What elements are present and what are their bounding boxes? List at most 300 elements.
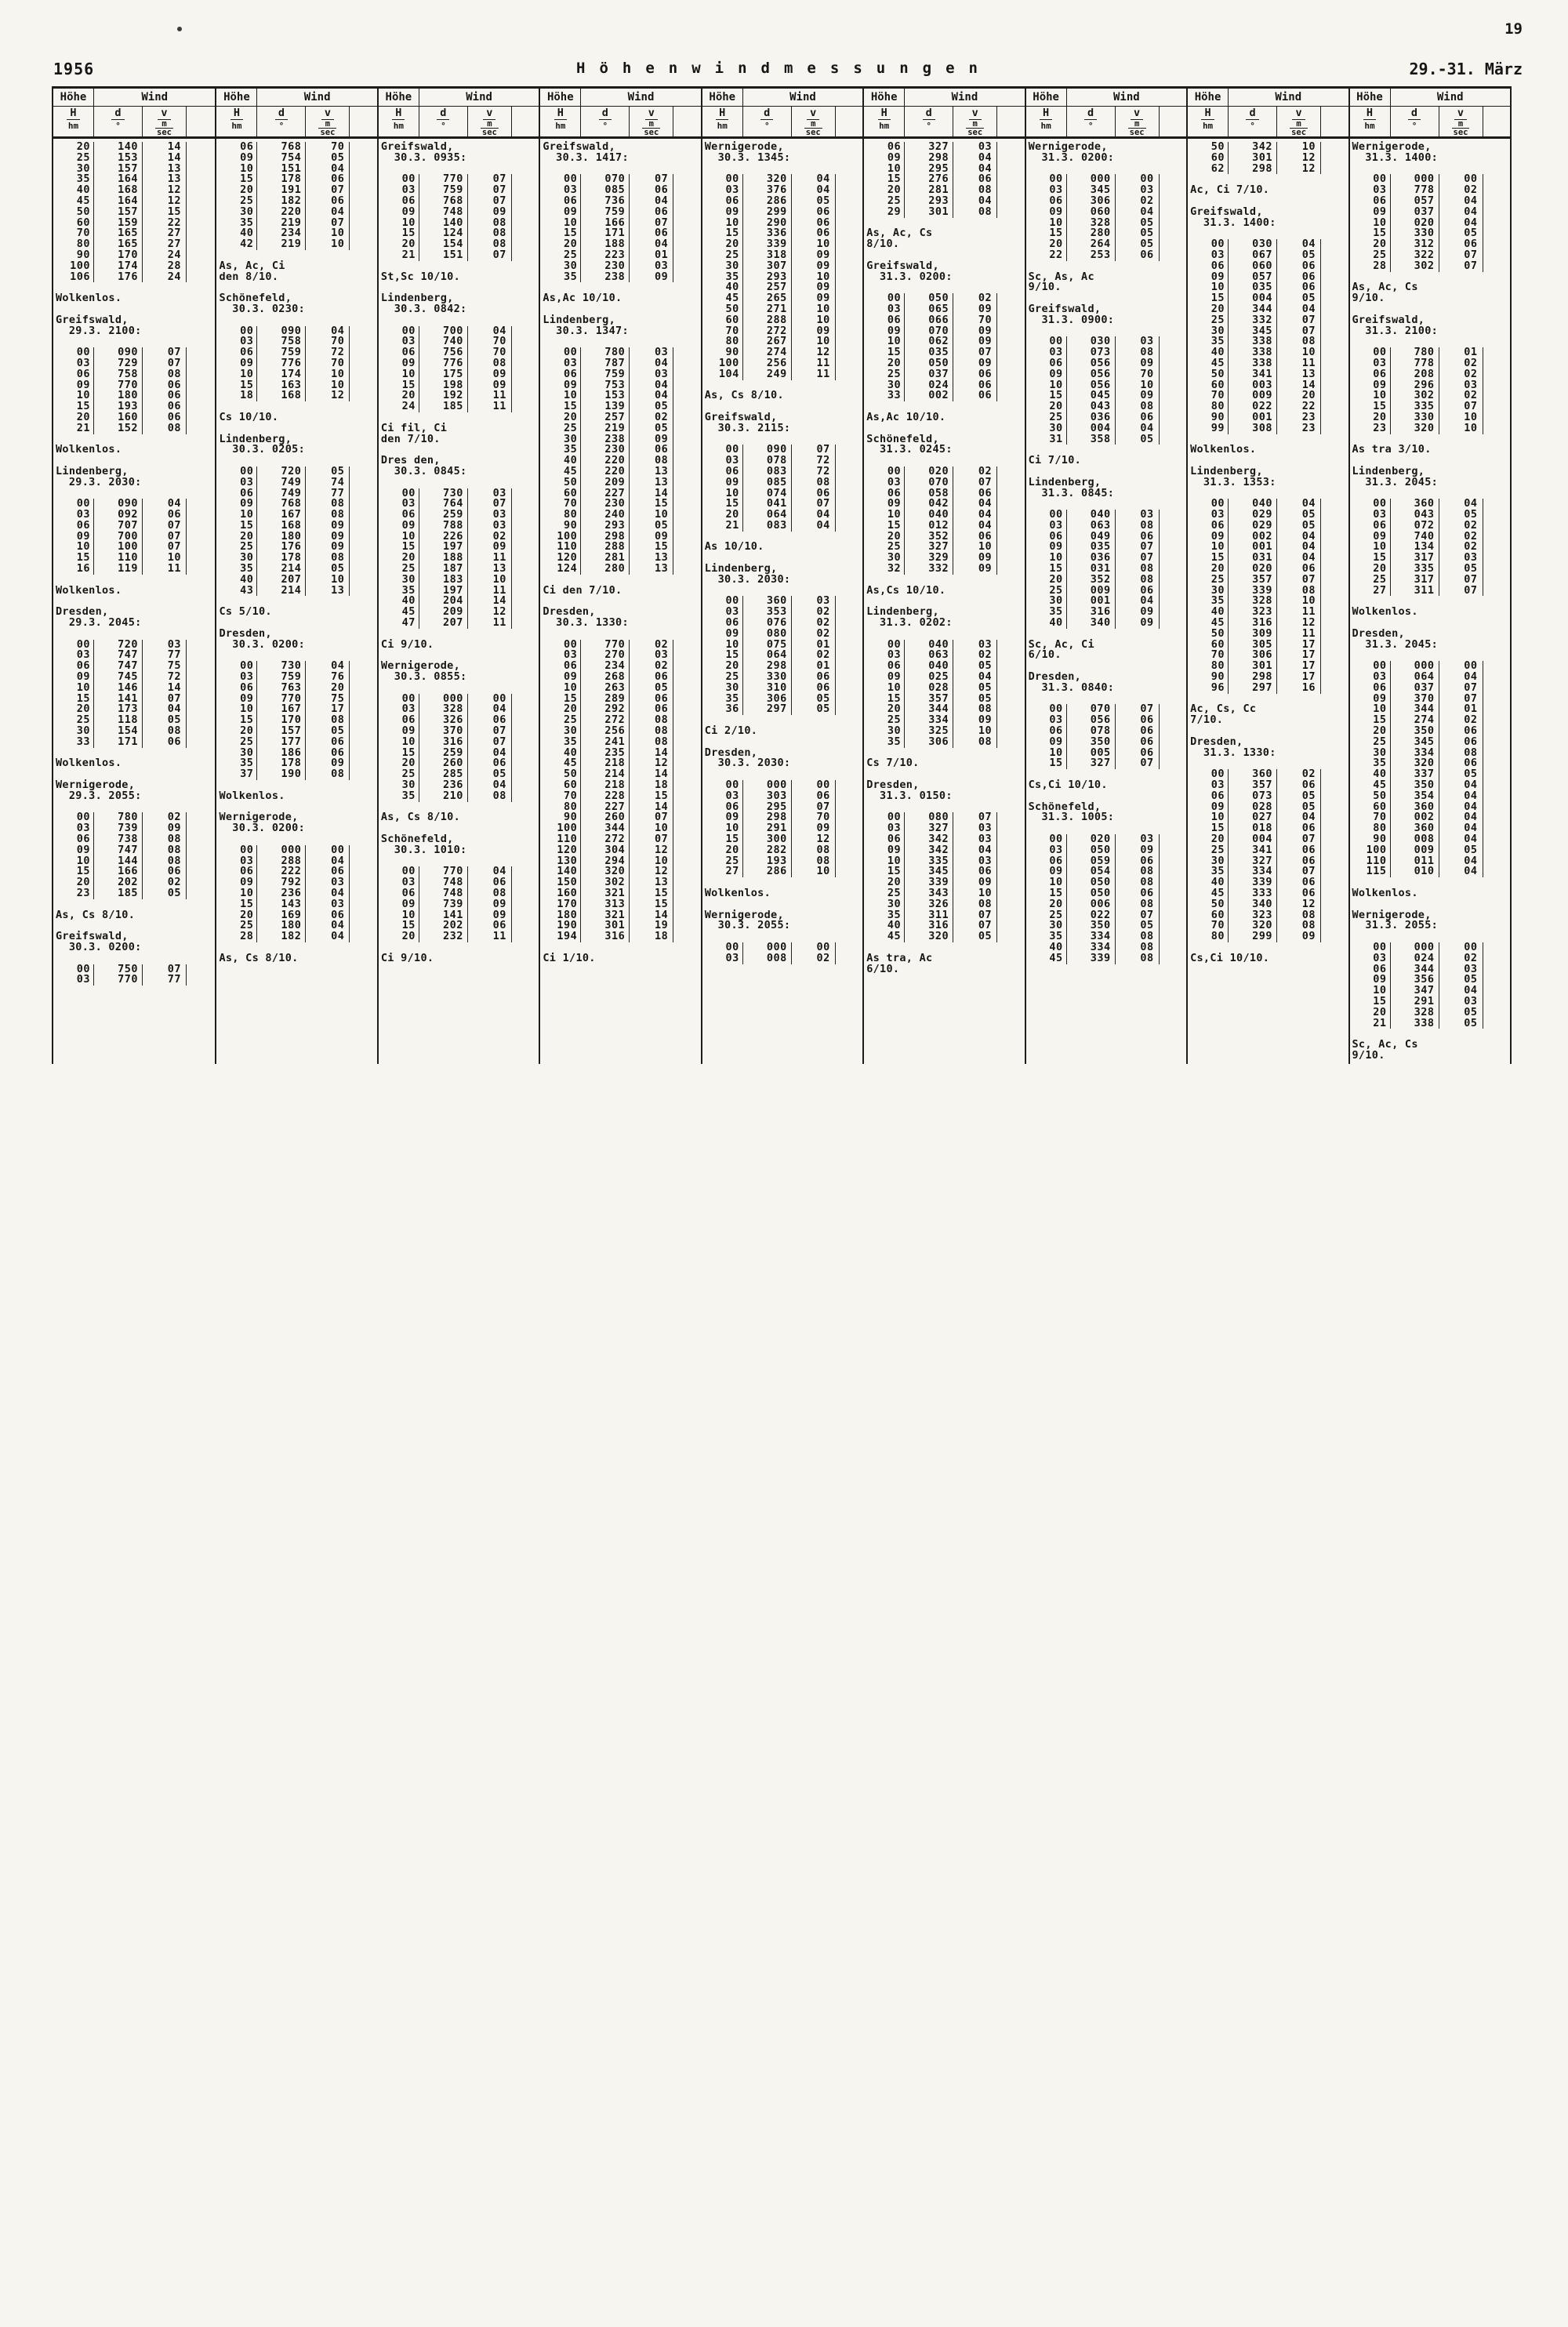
direction-value: 006 <box>1067 899 1116 910</box>
direction-value: 288 <box>257 856 306 867</box>
direction-value: 210 <box>419 791 468 802</box>
height-value: 100 <box>702 358 743 369</box>
direction-value: 335 <box>905 856 953 867</box>
height-value: 06 <box>379 347 419 358</box>
direction-value: 763 <box>257 683 306 694</box>
height-value: 09 <box>379 207 419 218</box>
direction-value: 060 <box>1067 207 1116 218</box>
height-value: 30 <box>540 434 581 445</box>
height-value: 03 <box>864 304 905 315</box>
height-value: 25 <box>540 250 581 261</box>
height-value: 115 <box>1350 866 1391 877</box>
height-value: 20 <box>1188 304 1229 315</box>
measurement-row <box>53 564 215 575</box>
direction-value: 043 <box>1067 401 1116 412</box>
height-value: 28 <box>216 931 257 942</box>
direction-value: 740 <box>1391 532 1439 543</box>
height-value: 03 <box>1350 953 1391 964</box>
speed-value: 04 <box>953 164 997 175</box>
ink-speck <box>177 27 182 31</box>
speed-value: 72 <box>143 672 187 683</box>
direction-value: 140 <box>419 218 468 229</box>
speed-value: 08 <box>1116 877 1160 888</box>
height-value: 15 <box>53 401 94 412</box>
direction-value: 352 <box>1067 575 1116 586</box>
speed-value: 03 <box>953 834 997 845</box>
direction-value: 776 <box>257 358 306 369</box>
direction-value: 050 <box>1067 845 1116 856</box>
speed-value: 07 <box>468 174 512 185</box>
direction-value: 035 <box>1229 282 1277 293</box>
direction-value: 193 <box>94 401 143 412</box>
direction-value: 323 <box>1229 910 1277 921</box>
speed-value: 08 <box>630 456 673 466</box>
height-value: 90 <box>1188 672 1229 683</box>
direction-value: 340 <box>1229 899 1277 910</box>
speed-value: 06 <box>953 369 997 380</box>
v-symbol: v <box>645 107 658 120</box>
height-value: 15 <box>702 228 743 239</box>
direction-value: 303 <box>743 791 792 802</box>
height-value: 03 <box>1026 347 1067 358</box>
speed-value: 07 <box>1116 704 1160 715</box>
direction-value: 295 <box>743 802 792 813</box>
speed-value: 15 <box>630 791 673 802</box>
height-value: 29 <box>864 207 905 218</box>
height-value: 25 <box>53 153 94 164</box>
speed-value: 05 <box>792 704 836 715</box>
station-text: 31.3. 2055: <box>1352 919 1439 932</box>
speed-value: 09 <box>953 877 997 888</box>
speed-value: 09 <box>953 715 997 726</box>
height-value: 22 <box>1026 250 1067 261</box>
speed-value: 04 <box>1439 780 1483 791</box>
speed-value: 10 <box>1439 412 1483 423</box>
height-value: 20 <box>702 845 743 856</box>
direction-value: 186 <box>257 748 306 759</box>
speed-value: 07 <box>953 347 997 358</box>
degree-unit: ° <box>764 121 770 131</box>
v-symbol: v <box>158 107 170 120</box>
direction-value: 176 <box>257 542 306 553</box>
station-text: Greifswald, <box>380 140 454 153</box>
speed-value: 07 <box>1439 694 1483 705</box>
station-text: Cs 10/10. <box>219 410 279 423</box>
station-text: As tra 3/10. <box>1352 443 1432 456</box>
speed-value: 04 <box>306 888 350 899</box>
speed-value: 02 <box>953 650 997 661</box>
direction-value: 067 <box>1229 250 1277 261</box>
direction-value: 152 <box>94 423 143 434</box>
height-value: 00 <box>53 499 94 510</box>
direction-value: 293 <box>581 521 630 532</box>
speed-value: 11 <box>468 401 512 412</box>
table-column <box>1186 89 1348 1064</box>
height-value: 25 <box>864 715 905 726</box>
speed-value: 14 <box>630 802 673 813</box>
speed-value: 02 <box>953 293 997 304</box>
speed-value: 00 <box>468 694 512 705</box>
direction-value: 259 <box>419 510 468 521</box>
hoehe-header-label: Höhe <box>864 89 905 106</box>
station-text: Wernigerode, <box>56 779 136 792</box>
direction-unit-cell <box>743 107 792 136</box>
direction-value: 257 <box>581 412 630 423</box>
speed-value: 04 <box>1277 239 1321 250</box>
speed-value: 04 <box>468 326 512 337</box>
speed-value: 05 <box>1277 521 1321 532</box>
speed-value: 08 <box>1277 336 1321 347</box>
speed-value: 08 <box>1277 586 1321 597</box>
speed-value: 06 <box>792 218 836 229</box>
height-value: 10 <box>216 510 257 521</box>
height-value: 31 <box>1026 434 1067 445</box>
speed-value: 06 <box>953 174 997 185</box>
direction-value: 056 <box>1067 715 1116 726</box>
speed-value: 75 <box>306 694 350 705</box>
speed-value: 05 <box>953 661 997 672</box>
height-value: 09 <box>216 358 257 369</box>
height-value: 40 <box>1188 607 1229 618</box>
speed-value: 07 <box>468 499 512 510</box>
station-text: 29.3. 2055: <box>56 789 142 802</box>
height-value: 15 <box>864 521 905 532</box>
speed-value: 02 <box>1116 196 1160 207</box>
height-value: 10 <box>702 218 743 229</box>
speed-value: 20 <box>306 683 350 694</box>
station-text: Lindenberg, <box>56 464 129 477</box>
speed-value: 17 <box>1277 661 1321 672</box>
height-value: 25 <box>864 542 905 553</box>
column-header <box>540 89 700 139</box>
height-value: 28 <box>1350 261 1391 272</box>
measurement-row <box>864 207 1024 218</box>
direction-value: 344 <box>1391 964 1439 975</box>
speed-value: 10 <box>306 380 350 391</box>
height-value: 03 <box>53 358 94 369</box>
height-value: 00 <box>1350 942 1391 953</box>
speed-value: 15 <box>630 499 673 510</box>
speed-value: 10 <box>630 856 673 867</box>
direction-value: 050 <box>905 293 953 304</box>
table-column <box>215 89 376 1064</box>
h-symbol: H <box>392 107 405 120</box>
station-text: Lindenberg, <box>866 605 939 619</box>
speed-value: 02 <box>630 640 673 651</box>
direction-value: 218 <box>581 758 630 769</box>
station-text: Schönefeld, <box>1028 800 1102 813</box>
speed-value: 02 <box>1439 532 1483 543</box>
speed-value: 77 <box>143 975 187 986</box>
direction-value: 298 <box>581 532 630 543</box>
height-value: 45 <box>1026 953 1067 964</box>
height-value: 09 <box>702 629 743 640</box>
station-text: St,Sc 10/10. <box>380 270 461 283</box>
direction-value: 341 <box>1229 369 1277 380</box>
direction-value: 236 <box>257 888 306 899</box>
wind-header-label: Wind <box>1275 91 1302 103</box>
speed-value: 07 <box>143 532 187 543</box>
station-text: Dresden, <box>866 779 920 792</box>
speed-value: 04 <box>630 390 673 401</box>
speed-value: 06 <box>1116 532 1160 543</box>
height-value: 80 <box>1188 401 1229 412</box>
speed-value: 08 <box>1116 564 1160 575</box>
speed-value: 10 <box>792 336 836 347</box>
speed-value: 05 <box>1116 434 1160 445</box>
height-value: 35 <box>702 694 743 705</box>
direction-value: 309 <box>1229 629 1277 640</box>
direction-value: 118 <box>94 715 143 726</box>
height-value: 09 <box>216 153 257 164</box>
speed-value: 09 <box>953 336 997 347</box>
height-value: 09 <box>702 207 743 218</box>
measurement-row <box>1350 1018 1510 1029</box>
direction-value: 159 <box>94 218 143 229</box>
height-value: 09 <box>540 207 581 218</box>
station-text: Sc, Ac, Cs <box>1352 1038 1418 1051</box>
speed-value: 02 <box>792 607 836 618</box>
station-text: 30.3. 0845: <box>380 464 467 477</box>
direction-value: 332 <box>1229 315 1277 326</box>
station-text: Cs,Ci 10/10. <box>1028 779 1108 792</box>
speed-value: 05 <box>1439 564 1483 575</box>
speed-value: 05 <box>953 683 997 694</box>
height-value: 45 <box>379 607 419 618</box>
direction-value: 056 <box>1067 358 1116 369</box>
speed-value: 14 <box>630 748 673 759</box>
direction-value: 083 <box>743 521 792 532</box>
direction-value: 320 <box>1391 758 1439 769</box>
station-text: Lindenberg, <box>543 313 616 326</box>
speed-value: 09 <box>792 326 836 337</box>
speed-unit-cell <box>468 107 512 136</box>
speed-value: 04 <box>1439 866 1483 877</box>
height-value: 03 <box>1188 780 1229 791</box>
direction-value: 182 <box>257 196 306 207</box>
speed-value: 04 <box>1439 791 1483 802</box>
speed-value: 06 <box>1439 239 1483 250</box>
measurement-row <box>1026 953 1186 964</box>
speed-value: 05 <box>1116 239 1160 250</box>
height-value: 20 <box>53 704 94 715</box>
height-value: 06 <box>864 315 905 326</box>
height-value: 20 <box>216 726 257 737</box>
height-value: 100 <box>540 823 581 834</box>
height-value: 10 <box>1026 553 1067 564</box>
direction-value: 263 <box>581 683 630 694</box>
height-value: 00 <box>379 694 419 705</box>
speed-value: 11 <box>468 390 512 401</box>
direction-value: 192 <box>419 390 468 401</box>
height-value: 35 <box>540 272 581 283</box>
speed-value: 07 <box>1439 586 1483 597</box>
height-value: 00 <box>379 488 419 499</box>
speed-value: 72 <box>792 466 836 477</box>
table-column <box>377 89 539 1064</box>
height-value: 15 <box>702 650 743 661</box>
speed-value: 07 <box>1116 910 1160 921</box>
direction-value: 166 <box>94 866 143 877</box>
height-value: 70 <box>53 228 94 239</box>
direction-value: 000 <box>1391 174 1439 185</box>
height-value: 10 <box>540 218 581 229</box>
direction-value: 286 <box>743 866 792 877</box>
direction-unit-cell <box>905 107 953 136</box>
station-text: Dresden, <box>219 626 272 640</box>
height-value: 03 <box>540 358 581 369</box>
height-value: 35 <box>540 445 581 456</box>
speed-value: 13 <box>630 564 673 575</box>
direction-value: 753 <box>581 380 630 391</box>
height-value: 15 <box>379 542 419 553</box>
direction-unit-cell <box>1067 107 1116 136</box>
direction-value: 738 <box>94 834 143 845</box>
height-value: 10 <box>1350 704 1391 715</box>
direction-value: 700 <box>419 326 468 337</box>
speed-value: 08 <box>143 423 187 434</box>
height-value: 00 <box>216 661 257 672</box>
speed-value: 09 <box>630 532 673 543</box>
direction-value: 306 <box>905 737 953 748</box>
speed-value: 06 <box>792 791 836 802</box>
direction-value: 253 <box>1067 250 1116 261</box>
speed-value: 04 <box>468 704 512 715</box>
speed-value: 06 <box>1116 412 1160 423</box>
column-header <box>1026 89 1186 139</box>
direction-value: 770 <box>94 975 143 986</box>
height-value: 27 <box>702 866 743 877</box>
speed-value: 04 <box>1439 823 1483 834</box>
column-body <box>1350 139 1510 1064</box>
sec-unit: sec <box>1453 128 1468 137</box>
speed-value: 01 <box>630 250 673 261</box>
station-text: Cs 7/10. <box>866 757 920 770</box>
speed-value: 02 <box>1439 521 1483 532</box>
height-value: 03 <box>1188 510 1229 521</box>
measurement-row <box>216 390 376 401</box>
height-value: 30 <box>53 726 94 737</box>
measurement-row <box>540 272 700 283</box>
speed-value: 04 <box>1277 304 1321 315</box>
direction-value: 317 <box>1391 553 1439 564</box>
height-value: 00 <box>1026 336 1067 347</box>
direction-value: 070 <box>1067 704 1116 715</box>
direction-value: 178 <box>257 758 306 769</box>
height-value: 25 <box>1188 315 1229 326</box>
direction-value: 353 <box>743 607 792 618</box>
station-text: Wernigerode, <box>1352 140 1432 153</box>
height-value: 60 <box>1188 640 1229 651</box>
direction-value: 730 <box>419 488 468 499</box>
station-text: Cs 5/10. <box>219 605 272 619</box>
speed-value: 24 <box>143 250 187 261</box>
height-value: 00 <box>1350 499 1391 510</box>
direction-value: 197 <box>419 586 468 597</box>
speed-value: 17 <box>1277 672 1321 683</box>
station-text: Wernigerode, <box>380 659 461 673</box>
height-value: 60 <box>1188 910 1229 921</box>
station-text: Greifswald, <box>56 930 129 943</box>
speed-value: 03 <box>630 261 673 272</box>
height-value: 15 <box>53 553 94 564</box>
height-value: 35 <box>379 791 419 802</box>
speed-value: 23 <box>1277 412 1321 423</box>
direction-value: 759 <box>257 347 306 358</box>
height-value: 15 <box>540 694 581 705</box>
height-value: 09 <box>1350 532 1391 543</box>
direction-value: 157 <box>257 726 306 737</box>
height-value: 03 <box>702 456 743 466</box>
height-value: 03 <box>216 336 257 347</box>
speed-value: 05 <box>143 715 187 726</box>
direction-value: 327 <box>905 142 953 153</box>
speed-value: 08 <box>953 207 997 218</box>
speed-value: 05 <box>1277 791 1321 802</box>
direction-value: 168 <box>257 390 306 401</box>
speed-value: 05 <box>953 931 997 942</box>
speed-value: 12 <box>1277 618 1321 629</box>
hm-unit: hm <box>67 121 79 131</box>
station-text: 30.3. 0200: <box>56 940 142 953</box>
speed-value: 06 <box>1116 888 1160 899</box>
speed-value: 08 <box>143 369 187 380</box>
v-symbol: v <box>321 107 334 120</box>
measurement-row <box>1350 261 1510 272</box>
speed-value: 03 <box>630 347 673 358</box>
station-text: Ci 1/10. <box>543 951 596 964</box>
speed-value: 08 <box>792 856 836 867</box>
station-text: 31.3. 1400: <box>1190 216 1276 229</box>
height-value: 23 <box>1350 423 1391 434</box>
station-text: Dresden, <box>543 605 596 619</box>
speed-value: 00 <box>1439 942 1483 953</box>
direction-value: 022 <box>1229 401 1277 412</box>
speed-value: 05 <box>306 564 350 575</box>
direction-value: 050 <box>1067 888 1116 899</box>
height-value: 60 <box>540 488 581 499</box>
height-value: 20 <box>864 185 905 196</box>
wind-measurement-table <box>52 86 1512 1064</box>
measurement-row <box>1188 683 1348 694</box>
speed-value: 04 <box>1277 499 1321 510</box>
speed-value: 13 <box>1277 369 1321 380</box>
m-unit: m <box>1296 119 1301 129</box>
speed-value: 12 <box>630 845 673 856</box>
direction-value: 330 <box>1391 412 1439 423</box>
speed-value: 03 <box>1439 964 1483 975</box>
speed-value: 14 <box>630 910 673 921</box>
table-column <box>53 89 215 1064</box>
direction-value: 020 <box>1067 834 1116 845</box>
direction-value: 265 <box>743 293 792 304</box>
measurement-row <box>864 390 1024 401</box>
speed-value: 06 <box>143 401 187 412</box>
direction-value: 339 <box>1067 953 1116 964</box>
speed-value: 70 <box>468 336 512 347</box>
speed-value: 06 <box>953 488 997 499</box>
measurement-row <box>1350 423 1510 434</box>
direction-value: 358 <box>1067 434 1116 445</box>
direction-value: 000 <box>743 942 792 953</box>
height-value: 00 <box>1026 174 1067 185</box>
height-value: 10 <box>702 640 743 651</box>
direction-value: 357 <box>1229 575 1277 586</box>
speed-value: 02 <box>1439 715 1483 726</box>
direction-value: 770 <box>94 380 143 391</box>
m-unit: m <box>1134 119 1140 129</box>
height-value: 09 <box>1026 866 1067 877</box>
